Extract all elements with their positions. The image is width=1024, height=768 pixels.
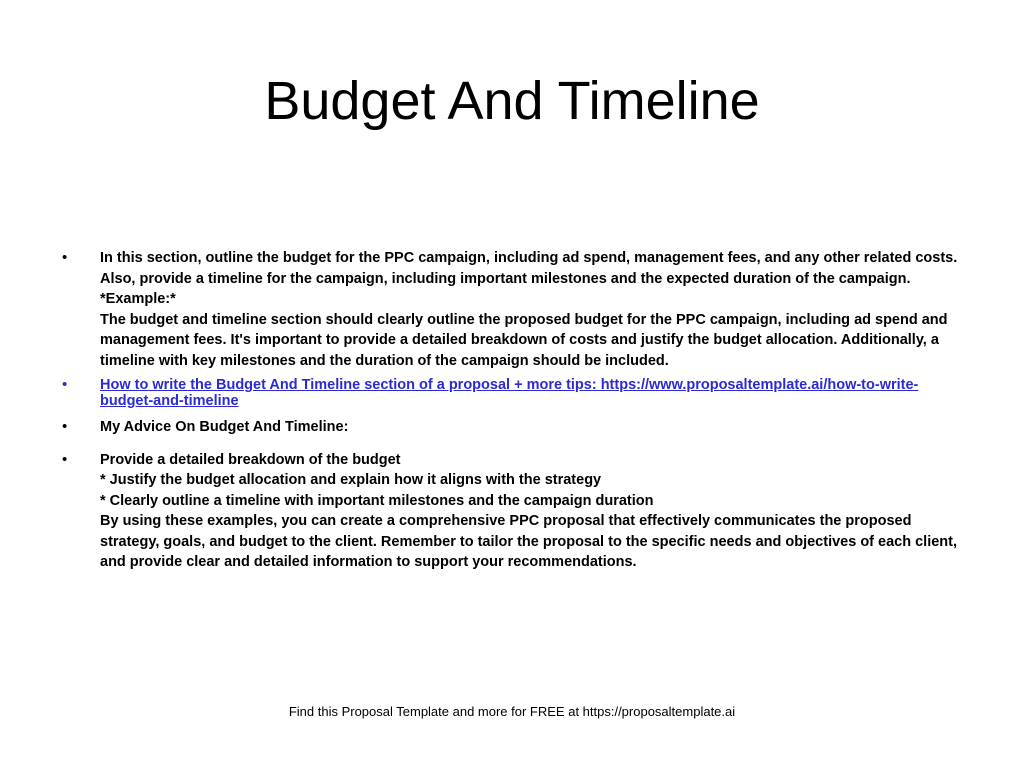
- advice-heading: • My Advice On Budget And Timeline:: [100, 419, 349, 435]
- example-paragraph: The budget and timeline section should clearly outline the proposed budget for the PPC campaign, including ad spend and management fees. It's important to provide a detailed breakdown of costs and justify the budget allocation. Additionally, a timeline with key milestones and the duration of the campaign should be included.: [100, 311, 948, 369]
- intro-paragraph: • In this section, outline the budget for the PPC campaign, including ad spend, management fees, and any other related costs. Also, provide a timeline for the campaign, including important milestones and the expected duration of the campaign.: [100, 250, 958, 287]
- advice-line-justify: * Justify the budget allocation and explain how it aligns with the strategy: [100, 472, 602, 488]
- bullet-advice-body: [62, 450, 967, 573]
- advice-line-timeline: * Clearly outline a timeline with important milestones and the campaign duration: [100, 492, 654, 509]
- footer-note: Find this Proposal Template and more for FREE at https://proposaltemplate.ai: [288, 704, 736, 719]
- bullet-list: [62, 248, 967, 573]
- advice-line-breakdown: • Provide a detailed breakdown of the budget: [100, 451, 401, 468]
- advice-summary: By using these examples, you can create a comprehensive PPC proposal that effectively communicates the proposed strategy, goals, and budget to the client. Remember to tailor the proposal to the specific needs and objectives of each client, and provide clear and detailed information to support your recommendations.: [100, 513, 958, 570]
- bullet-intro: [62, 248, 967, 371]
- example-label: *Example:*: [100, 291, 176, 307]
- slide-title: Budget And Timeline: [264, 71, 760, 131]
- bullet-advice-heading: [62, 417, 967, 438]
- bullet-tips-link: [62, 377, 967, 409]
- tips-link[interactable]: • How to write the Budget And Timeline section of a proposal + more tips: https://www.proposaltemplate.ai/how-to-write-budget-and-timeline: [100, 377, 919, 409]
